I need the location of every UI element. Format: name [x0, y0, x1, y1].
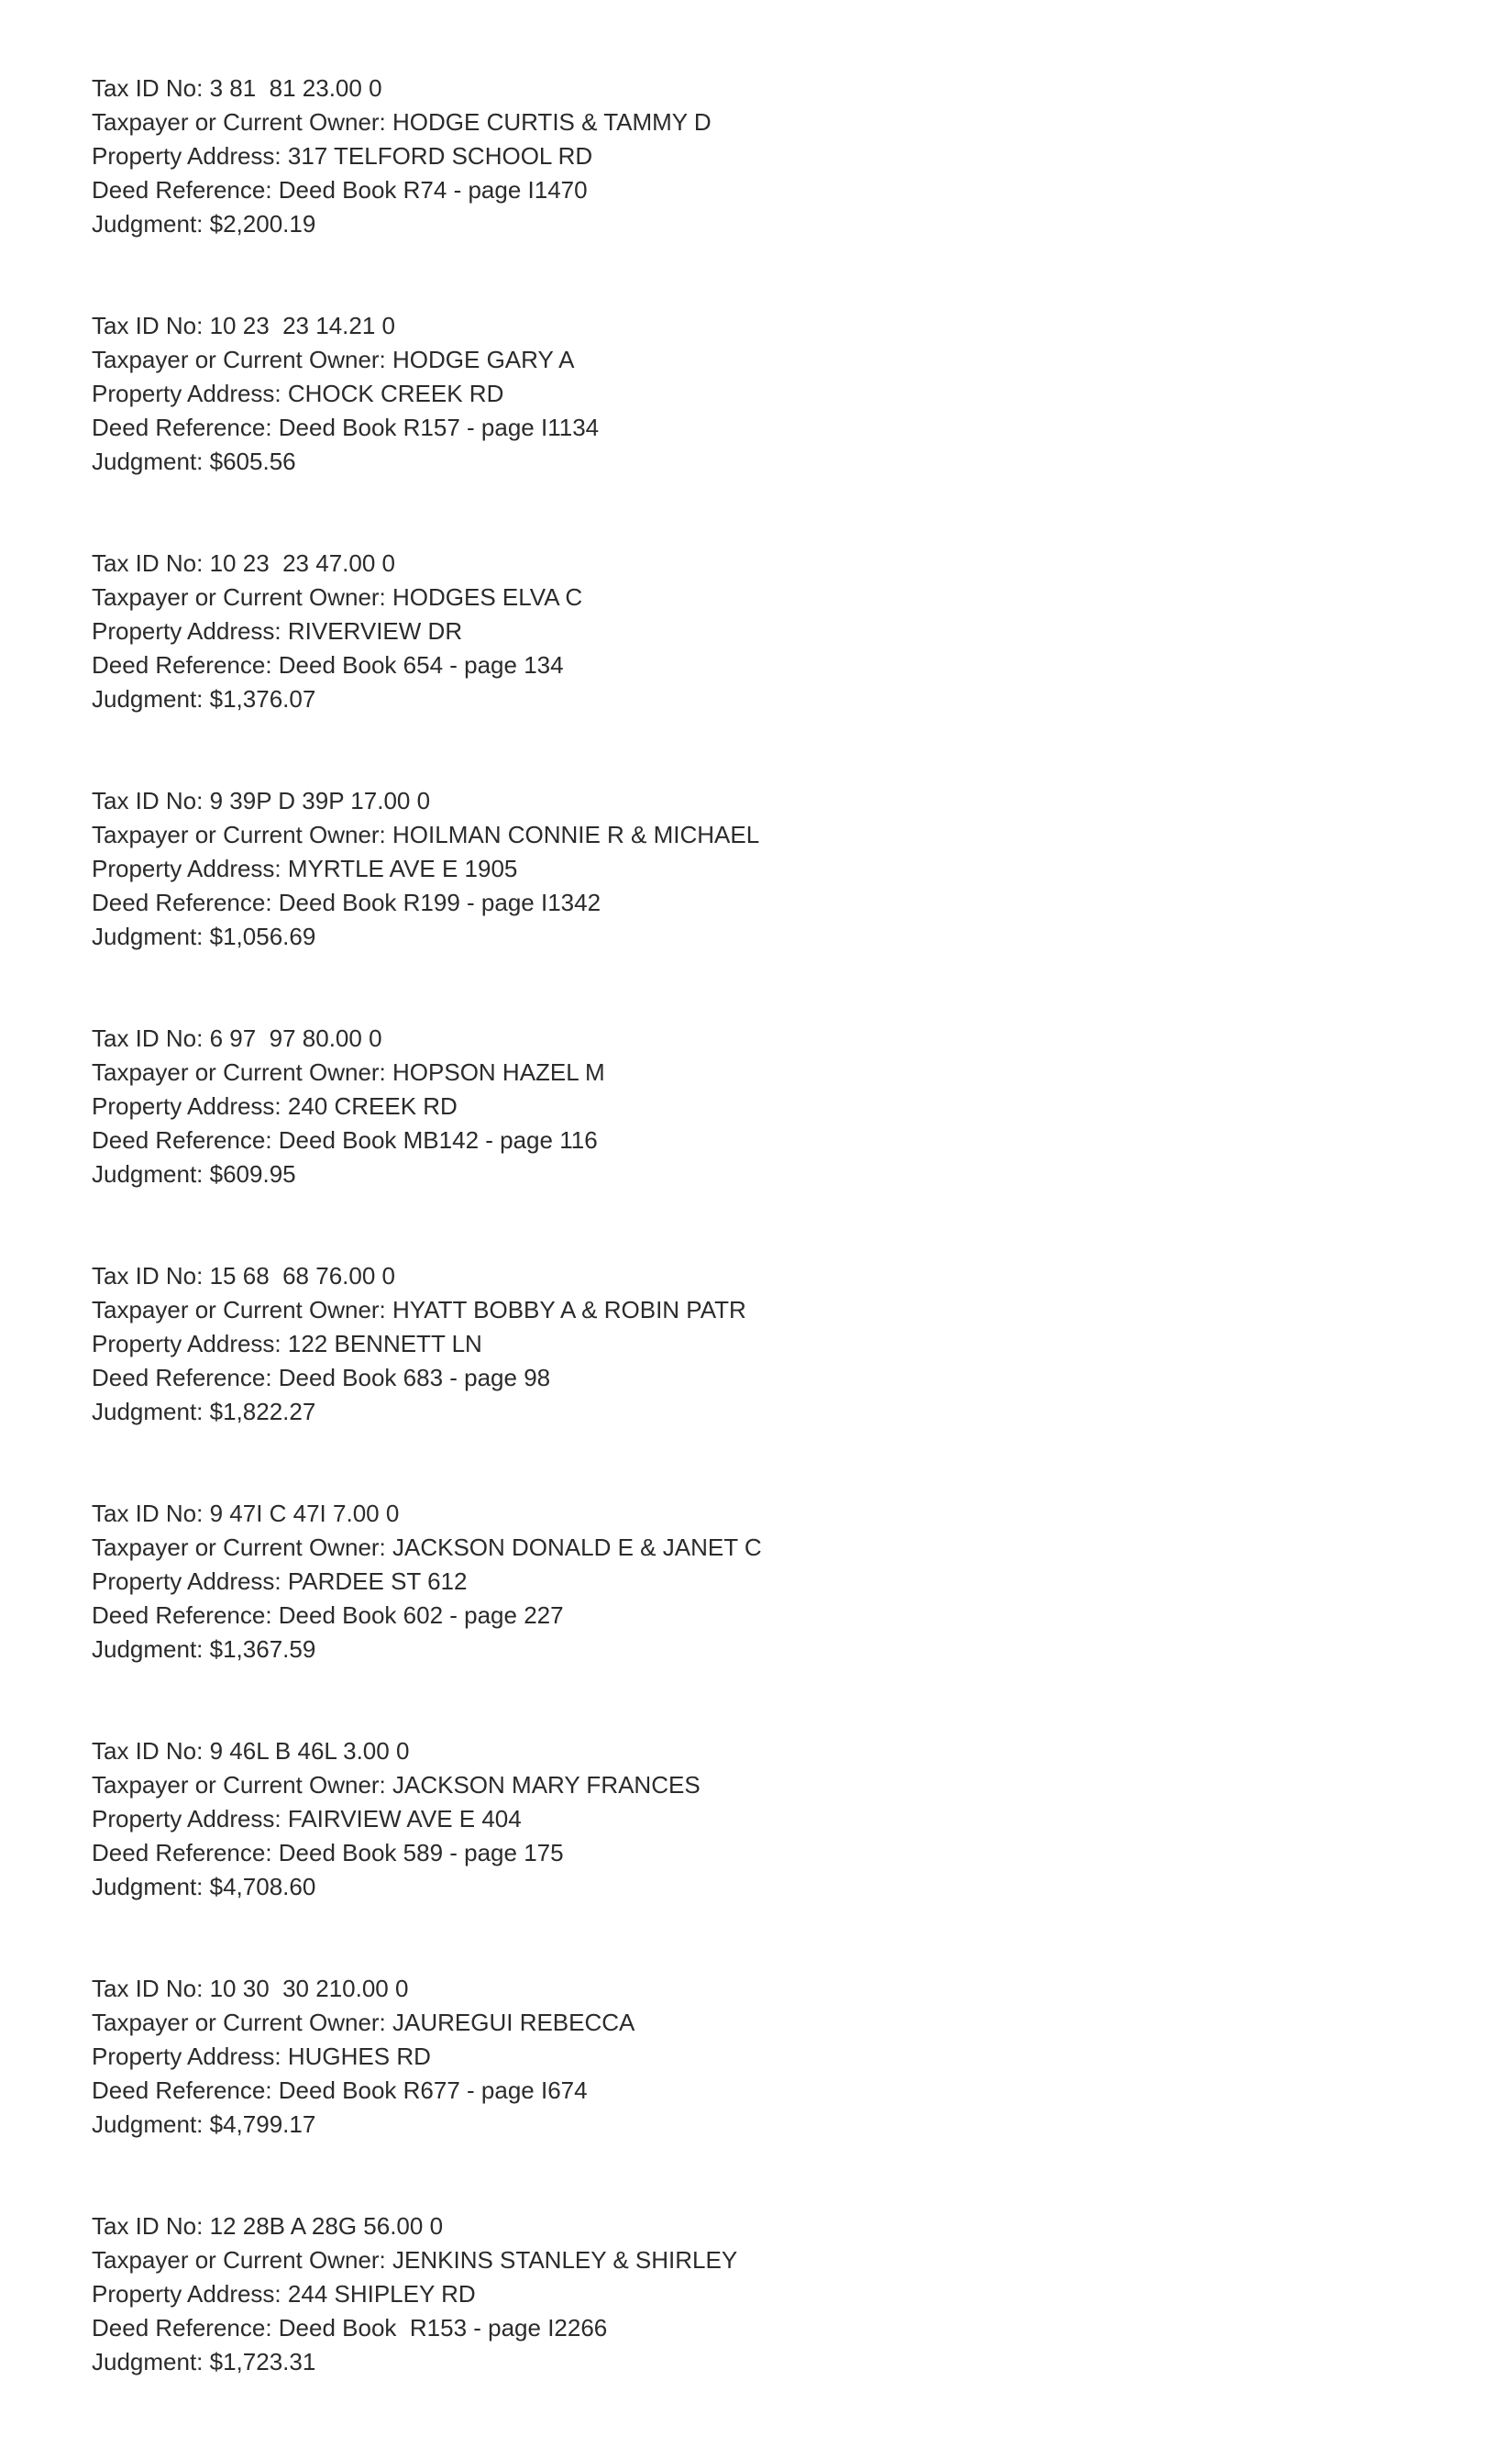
- record: [92, 547, 1375, 716]
- tax-id: Tax ID No: 9 46L B 46L 3.00 0: [92, 1737, 410, 1765]
- judgment-amount: Judgment: $1,367.59: [92, 1635, 316, 1663]
- record: [92, 1259, 1375, 1429]
- tax-id: Tax ID No: 10 23 23 14.21 0: [92, 312, 395, 339]
- record: [92, 1972, 1375, 2142]
- judgment-amount: Judgment: $1,822.27: [92, 1398, 316, 1425]
- record: [92, 72, 1375, 241]
- property-address: Property Address: CHOCK CREEK RD: [92, 380, 504, 407]
- judgment-amount: Judgment: $1,723.31: [92, 2348, 316, 2375]
- property-address: Property Address: FAIRVIEW AVE E 404: [92, 1805, 522, 1832]
- judgment-amount: Judgment: $609.95: [92, 1160, 296, 1188]
- deed-reference: Deed Reference: Deed Book R74 - page I1470: [92, 176, 588, 204]
- property-address: Property Address: 240 CREEK RD: [92, 1092, 458, 1120]
- tax-id: Tax ID No: 10 30 30 210.00 0: [92, 1975, 409, 2002]
- judgment-amount: Judgment: $4,799.17: [92, 2110, 316, 2138]
- owner: Taxpayer or Current Owner: HODGES ELVA C: [92, 583, 583, 611]
- owner: Taxpayer or Current Owner: HODGE GARY A: [92, 346, 575, 373]
- tax-id: Tax ID No: 9 47I C 47I 7.00 0: [92, 1500, 400, 1527]
- owner: Taxpayer or Current Owner: HODGE CURTIS & TAMMY D: [92, 108, 712, 136]
- property-address: Property Address: 122 BENNETT LN: [92, 1330, 482, 1357]
- deed-reference: Deed Reference: Deed Book 602 - page 227: [92, 1601, 564, 1629]
- judgment-amount: Judgment: $4,708.60: [92, 1873, 316, 1900]
- property-address: Property Address: PARDEE ST 612: [92, 1567, 468, 1595]
- judgment-amount: Judgment: $605.56: [92, 448, 296, 475]
- tax-id: Tax ID No: 3 81 81 23.00 0: [92, 74, 382, 102]
- judgment-amount: Judgment: $2,200.19: [92, 210, 316, 238]
- record: [92, 1734, 1375, 1904]
- judgment-amount: Judgment: $1,056.69: [92, 923, 316, 950]
- deed-reference: Deed Reference: Deed Book 589 - page 175: [92, 1839, 564, 1866]
- deed-reference: Deed Reference: Deed Book 683 - page 98: [92, 1364, 551, 1391]
- property-address: Property Address: MYRTLE AVE E 1905: [92, 855, 518, 882]
- owner: Taxpayer or Current Owner: JACKSON MARY FRANCES: [92, 1771, 701, 1799]
- deed-reference: Deed Reference: Deed Book R199 - page I1342: [92, 889, 601, 916]
- deed-reference: Deed Reference: Deed Book MB142 - page 116: [92, 1126, 598, 1154]
- owner: Taxpayer or Current Owner: JACKSON DONALD E & JANET C: [92, 1534, 762, 1561]
- tax-judgment-list: [92, 72, 1375, 2447]
- owner: Taxpayer or Current Owner: HOPSON HAZEL M: [92, 1058, 605, 1086]
- tax-id: Tax ID No: 9 39P D 39P 17.00 0: [92, 787, 431, 814]
- tax-id: Tax ID No: 10 23 23 47.00 0: [92, 549, 395, 577]
- deed-reference: Deed Reference: Deed Book R157 - page I1134: [92, 414, 600, 441]
- tax-id: Tax ID No: 6 97 97 80.00 0: [92, 1024, 382, 1052]
- record: [92, 309, 1375, 479]
- owner: Taxpayer or Current Owner: JAUREGUI REBECCA: [92, 2009, 635, 2036]
- record: [92, 2209, 1375, 2379]
- record: [92, 1497, 1375, 1666]
- judgment-amount: Judgment: $1,376.07: [92, 685, 316, 713]
- property-address: Property Address: 317 TELFORD SCHOOL RD: [92, 142, 593, 170]
- tax-id: Tax ID No: 15 68 68 76.00 0: [92, 1262, 395, 1290]
- record: [92, 784, 1375, 954]
- record: [92, 1022, 1375, 1191]
- property-address: Property Address: HUGHES RD: [92, 2043, 431, 2070]
- owner: Taxpayer or Current Owner: HYATT BOBBY A & ROBIN PATR: [92, 1296, 746, 1323]
- tax-id: Tax ID No: 12 28B A 28G 56.00 0: [92, 2212, 444, 2240]
- owner: Taxpayer or Current Owner: JENKINS STANLEY & SHIRLEY: [92, 2246, 738, 2274]
- owner: Taxpayer or Current Owner: HOILMAN CONNIE R & MICHAEL: [92, 821, 760, 848]
- property-address: Property Address: RIVERVIEW DR: [92, 617, 463, 645]
- deed-reference: Deed Reference: Deed Book R153 - page I2266: [92, 2314, 608, 2342]
- deed-reference: Deed Reference: Deed Book R677 - page I674: [92, 2076, 588, 2104]
- deed-reference: Deed Reference: Deed Book 654 - page 134: [92, 651, 564, 679]
- property-address: Property Address: 244 SHIPLEY RD: [92, 2280, 476, 2308]
